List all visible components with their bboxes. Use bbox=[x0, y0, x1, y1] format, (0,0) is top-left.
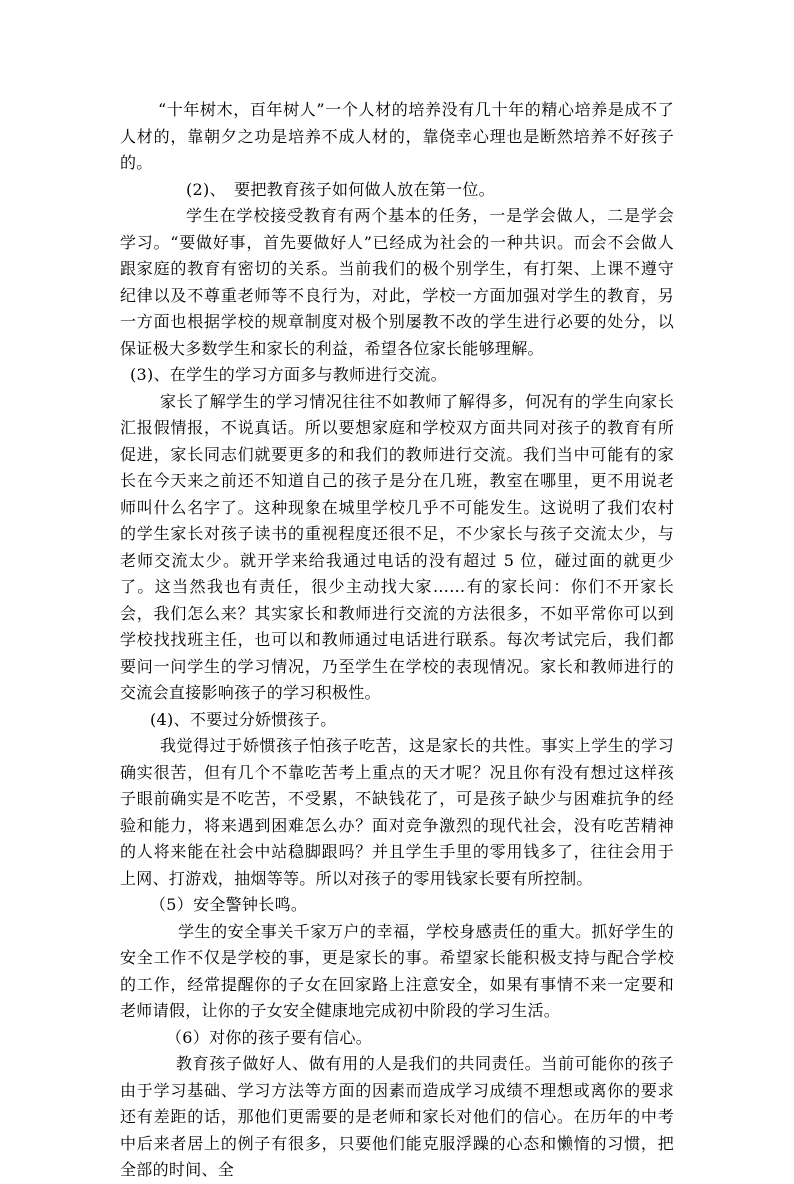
body-paragraph: 家长了解学生的学习情况往往不如教师了解得多，何况有的学生向家长汇报假情报，不说真话。所以要想家庭和学校双方面共同对孩子的教育有所促进，家长同志们就要更多的和我们的教师进行交流。我们当中可能有的家长在今天来之前还不知道自己的孩子是分在几班，教室在哪里，更不用说老师叫什么名字了。这种现象在城里学校几乎不可能发生。这说明了我们农村的学生家长对孩子读书的重视程度还很不足，不少家长与孩子交流太少，与老师交流太少。就开学来给我通过电话的没有超过 5 位，碰过面的就更少了。这当然我也有责任，很少主动找大家……有的家长问：你们不开家长会，我们怎么来？其实家长和教师进行交流的方法很多，不如平常你可以到学校找找班主任，也可以和教师通过电话进行联系。每次考试完后，我们都要问一问学生的学习情况，乃至学生在学校的表现情况。家长和教师进行的交流会直接影响孩子的学习积极性。 bbox=[120, 391, 674, 702]
body-paragraph: “十年树木，百年树人”一个人材的培养没有几十年的精心培养是成不了人材的，靠朝夕之功是培养不成人材的，靠侥幸心理也是断然培养不好孩子的。 bbox=[120, 100, 674, 172]
section-heading: (2)、 要把教育孩子如何做人放在第一位。 bbox=[186, 179, 495, 199]
body-paragraph: 我觉得过于娇惯孩子怕孩子吃苦，这是家长的共性。事实上学生的学习确实很苦，但有几个不靠吃苦考上重点的天才呢？况且你有没有想过这样孩子眼前确实是不吃苦，不受累，不缺钱花了，可是孩子缺少与困难抗争的经验和能力，将来遇到困难怎么办？面对竞争激烈的现代社会，没有吃苦精神的人将来能在社会中站稳脚跟吗？并且学生手里的零用钱多了，往往会用于上网、打游戏，抽烟等等。所以对孩子的零用钱家长要有所控制。 bbox=[120, 736, 674, 888]
body-paragraph: 教育孩子做好人、做有用的人是我们的共同责任。当前可能你的孩子由于学习基础、学习方法等方面的因素而造成学习成绩不理想或离你的要求还有差距的话，那他们更需要的是老师和家长对他们的信心。在历年的中考中后来者居上的例子有很多，只要他们能克服浮躁的心态和懒惰的习惯，把全部的时间、全 bbox=[120, 1054, 674, 1179]
body-paragraph: 学生在学校接受教育有两个基本的任务，一是学会做人，二是学会学习。“要做好事，首先要做好人”已经成为社会的一种共识。而会不会做人跟家庭的教育有密切的关系。当前我们的极个别学生，有打架、上课不遵守纪律以及不尊重老师等不良行为，对此，学校一方面加强对学生的教育，另一方面也根据学校的规章制度对极个别屡教不改的学生进行必要的处分，以保证极大多数学生和家长的利益，希望各位家长能够理解。 bbox=[120, 206, 674, 358]
document-page bbox=[120, 97, 674, 1184]
body-paragraph: 学生的安全事关千家万户的幸福，学校身感责任的重大。抓好学生的安全工作不仅是学校的事，更是家长的事。希望家长能积极支持与配合学校的工作，经常提醒你的子女在回家路上注意安全，如果有事情不来一定要和老师请假，让你的子女安全健康地完成初中阶段的学习生活。 bbox=[120, 921, 674, 1020]
section-heading: (4)、不要过分娇惯孩子。 bbox=[150, 709, 337, 729]
section-heading: （6）对你的孩子要有信心。 bbox=[166, 1027, 373, 1047]
section-heading: （5）安全警钟长鸣。 bbox=[150, 895, 308, 914]
section-heading: (3)、在学生的学习方面多与教师进行交流。 bbox=[130, 365, 447, 384]
